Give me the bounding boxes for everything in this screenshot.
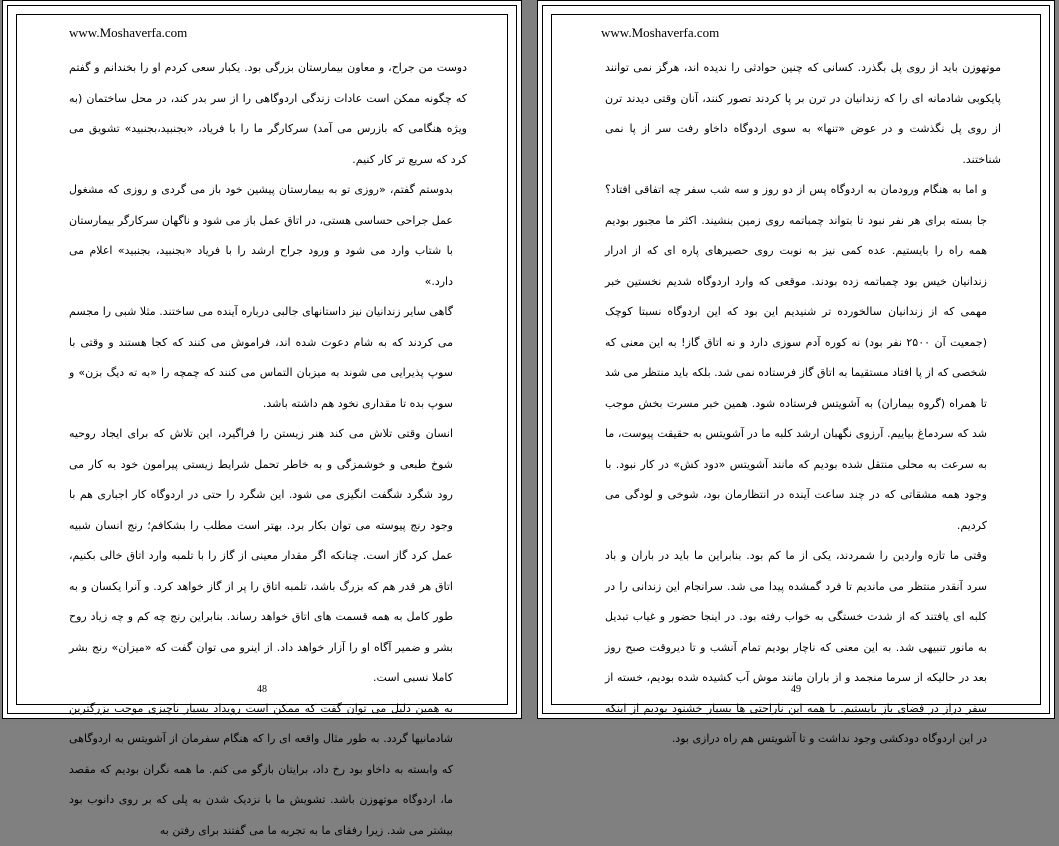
- paragraph: موتهوزن باید از روی پل بگذرد. کسانی که چنین حوادثی را ندیده اند، هرگز نمی توانند پایکوبی شادمانه ای را که زندانیان در ترن بر پا کردند تصور کنند، آنان وقتی دیدند ترن از روی پل نگذشت و در عوض «تنها» به سوی اردوگاه داخاو رفت سر از پا نمی شناختند.: [605, 53, 1001, 175]
- paragraph: بدوستم گفتم، «روزی تو به بیمارستان پیشین خود باز می گردی و روزی که مشغول عمل جراحی حساسی هستی، در اتاق عمل باز می شود و ناگهان سرکارگر بیمارستان با شتاب وارد می شود و ورود جراح ارشد را با فریاد «بجنبید، بجنبید» اعلام می دارد.»: [69, 175, 467, 297]
- paragraph: به همین دلیل می توان گفت که ممکن است رویداد بسیار ناچیزی موجب بزرگترین شادمانیها گردد. به طور مثال واقعه ای را که هنگام سفرمان از آشویتس به اردوگاهی که وابسته به داخاو بود رخ داد، برایتان بازگو می کنم. ما همه نگران بودیم که مقصد ما، اردوگاه موتهوزن باشد. تشویش ما با نزدیک شدن به پلی که بر روی دانوب بود بیشتر می شد. زیرا رفقای ما به تجربه ما می گفتند برای رفتن به: [69, 694, 467, 846]
- page-48: [2, 0, 522, 719]
- paragraph: دوست من جراح، و معاون بیمارستان بزرگی بود. یکبار سعی کردم او را بخندانم و گفتم که چگونه ممکن است عادات زندگی اردوگاهی را از سر بدر کند، در محل ساختمان (به ویژه هنگامی که بازرس می آمد) سرکارگر ما را با فریاد، «بجنبید،بجنبید» تشویق می کرد که سریع تر کار کنیم.: [69, 53, 467, 175]
- page-body-text: [69, 53, 467, 665]
- paragraph: گاهی سایر زندانیان نیز داستانهای جالبی درباره آینده می ساختند. مثلا شبی را مجسم می کردند که به شام دعوت شده اند، فراموش می کنند که کجا هستند و وقتی با سوپ پذیرایی می شوند به میزبان التماس می کنند که چمچه را «به ته دیگ بزن» و سوپ بده تا مقداری نخود هم داشته باشد.: [69, 297, 467, 419]
- site-header: www.Moshaverfa.com: [601, 25, 719, 41]
- site-header: www.Moshaverfa.com: [69, 25, 187, 41]
- paragraph: و اما به هنگام ورودمان به اردوگاه پس از دو روز و سه شب سفر چه اتفاقی افتاد؟ جا بسته برای هر نفر نبود تا بتواند چمباتمه روی زمین بنشیند. اکثر ما مجبور بودیم همه راه را بایستیم. عده کمی نیز به نوبت روی حصیرهای پاره ای که از ادرار زندانیان خیس بود چمباتمه زده بودند. موقعی که وارد اردوگاه شدیم نخستین خبر مهمی که از زندانیان سالخورده تر شنیدیم این بود که این اردوگاه نسبتا کوچک (جمعیت آن ۲۵۰۰ نفر بود) نه کوره آدم سوزی دارد و نه اتاق گاز! به این معنی که شخصی که از پا افتاد مستقیما به اتاق گاز فرستاده نمی شد. بلکه باید منتظر می شد تا همراه (گروه بیماران) به آشویتس فرستاده شود. همین خبر مسرت بخش موجب شد که سردماغ بیاییم. آرزوی نگهبان ارشد کلبه ما در آشویتس به حقیقت پیوست، ما به سرعت به محلی منتقل شده بودیم که مانند آشویتس «دود کش» در کار نبود. با وجود همه مشقاتی که در چند ساعت آینده در انتظارمان بود، شوخی و لودگی می کردیم.: [605, 175, 1001, 541]
- page-49: [537, 0, 1055, 719]
- paragraph: انسان وقتی تلاش می کند هنر زیستن را فراگیرد، این تلاش که برای ایجاد روحیه شوخ طبعی و خوشمزگی و به خاطر تحمل شرایط زیستی پیرامون خود به کار می رود شگرد شگفت انگیزی می شود. این شگرد را حتی در اردوگاه کار اجباری هم با وجود رنج پیوسته می توان بکار برد. بهتر است مطلب را بشکافم؛ رنج انسان شبیه عمل کرد گاز است. چنانکه اگر مقدار معینی از گاز را با تلمبه وارد اتاق خالی بکنیم، اتاق هر قدر هم که بزرگ باشد، تلمبه اتاق را پر از گاز خواهد کرد. و آنرا یکسان و به طور کامل به همه قسمت های اتاق خواهد رساند. بنابراین رنج چه کم و چه زیاد روح بشر و ضمیر آگاه او را آزار خواهد داد. از اینرو می توان گفت که «میزان» رنج بشر کاملا نسبی است.: [69, 419, 467, 694]
- page-number: 48: [3, 684, 521, 695]
- page-gutter: [523, 0, 537, 724]
- paragraph: وقتی ما تازه واردین را شمردند، یکی از ما کم بود. بنابراین ما باید در باران و باد سرد آنقدر منتظر می ماندیم تا فرد گمشده پیدا می شد. سرانجام این زندانی را در کلبه ای یافتند که از شدت خستگی به خواب رفته بود. در اینجا حضور و غیاب تبدیل به مانور تنبیهی شد. به این معنی که ناچار بودیم تمام آنشب و تا دیروقت صبح روز بعد در حالیکه از سرما منجمد و از باران مانند موش آب کشیده شده بودیم، خسته از سفر دراز در فضای باز بایستیم. با همه این ناراحتی ها بسیار خشنود بودیم از اینکه در این اردوگاه دودکشی وجود نداشت و تا آشویتس هم راه درازی بود.: [605, 541, 1001, 755]
- page-body-text: [605, 53, 1001, 665]
- page-number: 49: [538, 684, 1054, 695]
